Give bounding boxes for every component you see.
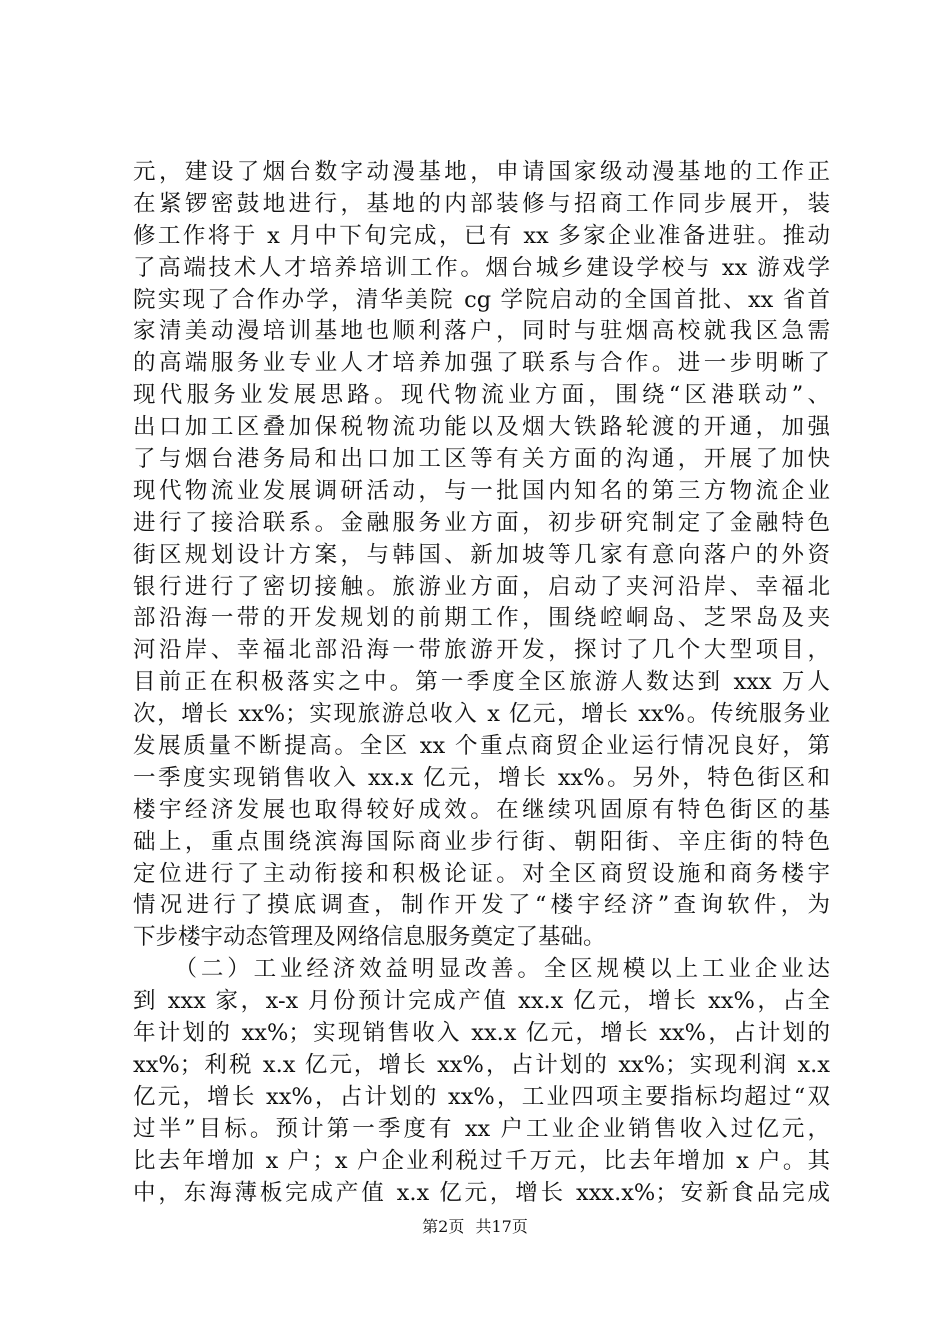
- text-line: 银行进行了密切接触。旅游业方面，启动了夹河沿岸、幸福北: [133, 573, 830, 600]
- text-line: 元，建设了烟台数字动漫基地，申请国家级动漫基地的工作正: [133, 159, 830, 185]
- text-line: 中，东海薄板完成产值 x.x 亿元，增长 xxx.x%；安新食品完成: [133, 1179, 830, 1206]
- text-line: xx%；利税 x.x 亿元，增长 xx%，占计划的 xx%；实现利润 x.x: [133, 1051, 830, 1078]
- text-line: 目前正在积极落实之中。第一季度全区旅游人数达到 xxx 万人: [133, 669, 830, 696]
- text-line: 楼宇经济发展也取得较好成效。在继续巩固原有特色街区的基: [133, 796, 830, 823]
- text-line: 的高端服务业专业人才培养加强了联系与合作。进一步明晰了: [133, 350, 830, 377]
- text-line: 到 xxx 家，x-x 月份预计完成产值 xx.x 亿元，增长 xx%，占全: [133, 988, 830, 1015]
- text-line: 情况进行了摸底调查，制作开发了“楼宇经济”查询软件，为: [133, 892, 830, 919]
- text-line: 部沿海一带的开发规划的前期工作，围绕崆峒岛、芝罘岛及夹: [133, 605, 830, 632]
- text-line: （二）工业经济效益明显改善。全区规模以上工业企业达: [133, 956, 830, 983]
- text-line: 次，增长 xx%；实现旅游总收入 x 亿元，增长 xx%。传统服务业: [133, 701, 830, 728]
- text-line: 了与烟台港务局和出口加工区等有关方面的沟通，开展了加快: [133, 446, 830, 473]
- text-line: 现代物流业发展调研活动，与一批国内知名的第三方物流企业: [133, 477, 830, 504]
- text-line: 进行了接洽联系。金融服务业方面，初步研究制定了金融特色: [133, 509, 830, 536]
- text-line: 了高端技术人才培养培训工作。烟台城乡建设学校与 xx 游戏学: [133, 254, 830, 281]
- page-footer: [0, 1216, 950, 1238]
- text-line: 家清美动漫培训基地也顺利落户，同时与驻烟高校就我区急需: [133, 318, 830, 345]
- text-line: 院实现了合作办学，清华美院 cg 学院启动的全国首批、xx 省首: [133, 286, 830, 313]
- paragraph-1: [133, 157, 830, 954]
- page-number: 第2页: [422, 1217, 465, 1236]
- document-body: [133, 157, 830, 1209]
- text-line: 现代服务业发展思路。现代物流业方面，围绕“区港联动”、: [133, 382, 830, 409]
- page-total: 共17页: [475, 1217, 528, 1236]
- text-line: 亿元，增长 xx%，占计划的 xx%，工业四项主要指标均超过“双: [133, 1083, 830, 1110]
- text-line: 修工作将于 x 月中下旬完成，已有 xx 多家企业准备进驻。推动: [133, 222, 830, 249]
- text-line: 础上，重点围绕滨海国际商业步行街、朝阳街、辛庄街的特色: [133, 828, 830, 855]
- text-line: 过半”目标。预计第一季度有 xx 户工业企业销售收入过亿元，: [133, 1115, 830, 1142]
- text-line: 一季度实现销售收入 xx.x 亿元，增长 xx%。另外，特色街区和: [133, 764, 830, 791]
- text-line: 比去年增加 x 户；x 户企业利税过千万元，比去年增加 x 户。其: [133, 1147, 830, 1174]
- text-line: 年计划的 xx%；实现销售收入 xx.x 亿元，增长 xx%，占计划的: [133, 1020, 830, 1047]
- text-line: 发展质量不断提高。全区 xx 个重点商贸企业运行情况良好，第: [133, 733, 830, 760]
- text-line: 定位进行了主动衔接和积极论证。对全区商贸设施和商务楼宇: [133, 860, 830, 887]
- text-line: 在紧锣密鼓地进行，基地的内部装修与招商工作同步展开，装: [133, 190, 830, 217]
- text-line: 街区规划设计方案，与韩国、新加坡等几家有意向落户的外资: [133, 541, 830, 568]
- text-line: 出口加工区叠加保税物流功能以及烟大铁路轮渡的开通，加强: [133, 414, 830, 441]
- text-line: 下步楼宇动态管理及网络信息服务奠定了基础。: [133, 924, 606, 951]
- paragraph-2: [133, 954, 830, 1209]
- text-line: 河沿岸、幸福北部沿海一带旅游开发，探讨了几个大型项目，: [133, 637, 830, 664]
